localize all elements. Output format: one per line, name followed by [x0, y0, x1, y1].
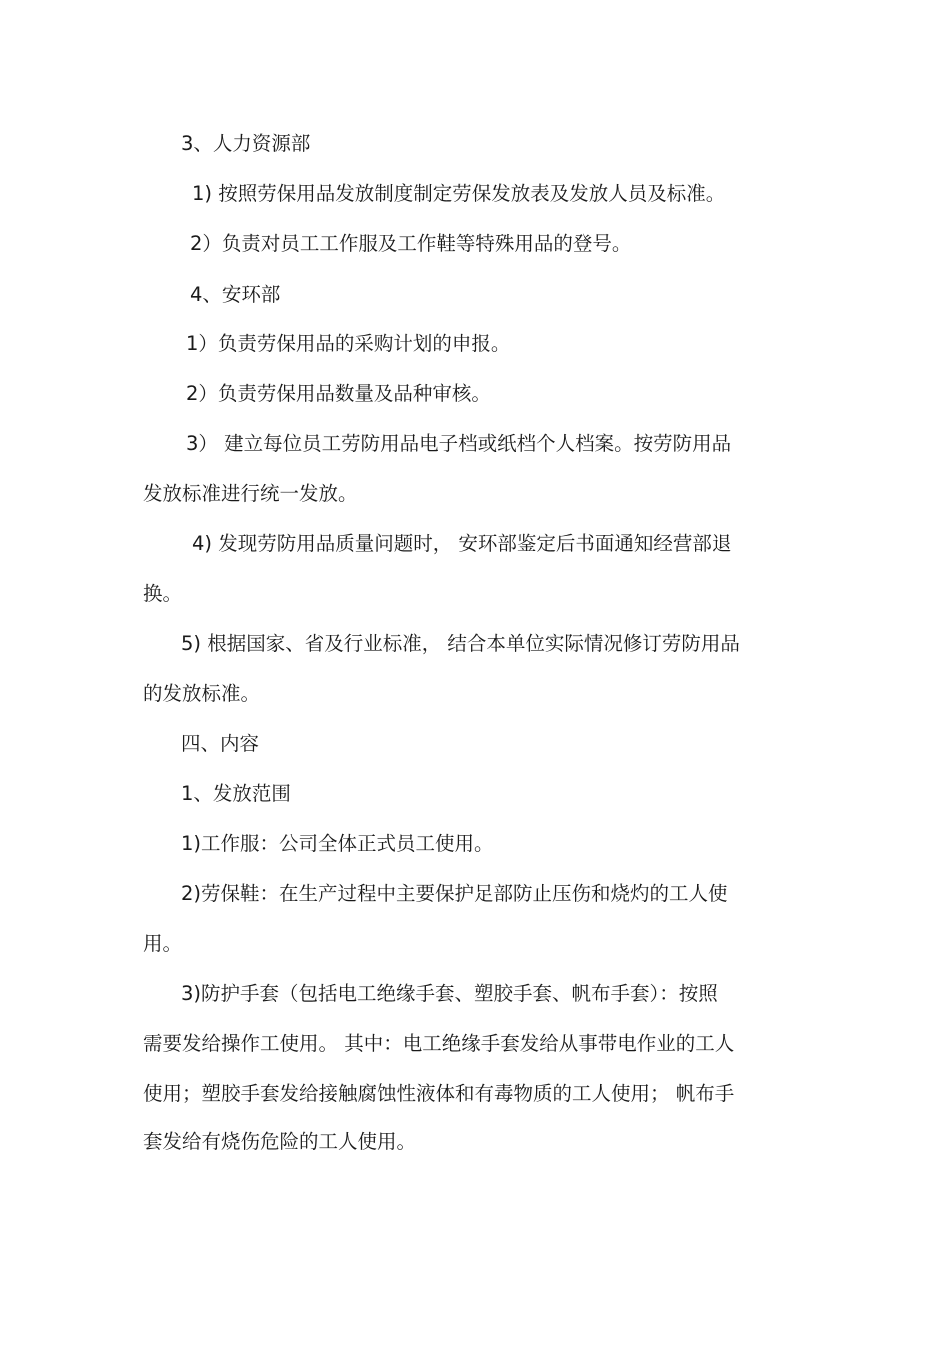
scope-item-2-line-2: 用。 [143, 932, 183, 955]
safety-item-2: 2）负责劳保用品数量及品种审核。 [186, 382, 491, 405]
safety-item-3-line-2: 发放标准进行统一发放。 [143, 482, 358, 505]
safety-item-4-line-2: 换。 [143, 582, 183, 605]
hr-item-1: 1) 按照劳保用品发放制度制定劳保发放表及发放人员及标准。 [192, 182, 726, 205]
hr-item-2: 2）负责对员工工作服及工作鞋等特殊用品的登号。 [190, 232, 632, 255]
scope-item-3-line-3: 使用；塑胶手套发给接触腐蚀性液体和有毒物质的工人使用； 帆布手 [143, 1082, 735, 1105]
scope-item-3-line-2: 需要发给操作工使用。 其中：电工绝缘手套发给从事带电作业的工人 [143, 1032, 735, 1055]
scope-item-3-line-1: 3)防护手套（包括电工绝缘手套、塑胶手套、帆布手套）：按照 [181, 982, 718, 1005]
safety-item-3-line-1: 3） 建立每位员工劳防用品电子档或纸档个人档案。按劳防用品 [186, 432, 732, 455]
heading-safety-environment-department: 4、安环部 [190, 283, 281, 306]
heading-hr-department: 3、人力资源部 [181, 132, 311, 155]
safety-item-5-line-1: 5) 根据国家、省及行业标准， 结合本单位实际情况修订劳防用品 [181, 632, 740, 655]
safety-item-5-line-2: 的发放标准。 [143, 682, 261, 705]
safety-item-1: 1）负责劳保用品的采购计划的申报。 [186, 332, 511, 355]
scope-item-3-line-4: 套发给有烧伤危险的工人使用。 [143, 1130, 417, 1153]
safety-item-4-line-1: 4) 发现劳防用品质量问题时， 安环部鉴定后书面通知经营部退 [192, 532, 732, 555]
heading-distribution-scope: 1、发放范围 [181, 782, 291, 805]
scope-item-1: 1)工作服：公司全体正式员工使用。 [181, 832, 494, 855]
heading-content: 四、内容 [181, 732, 260, 755]
scope-item-2-line-1: 2)劳保鞋：在生产过程中主要保护足部防止压伤和烧灼的工人使 [181, 882, 728, 905]
